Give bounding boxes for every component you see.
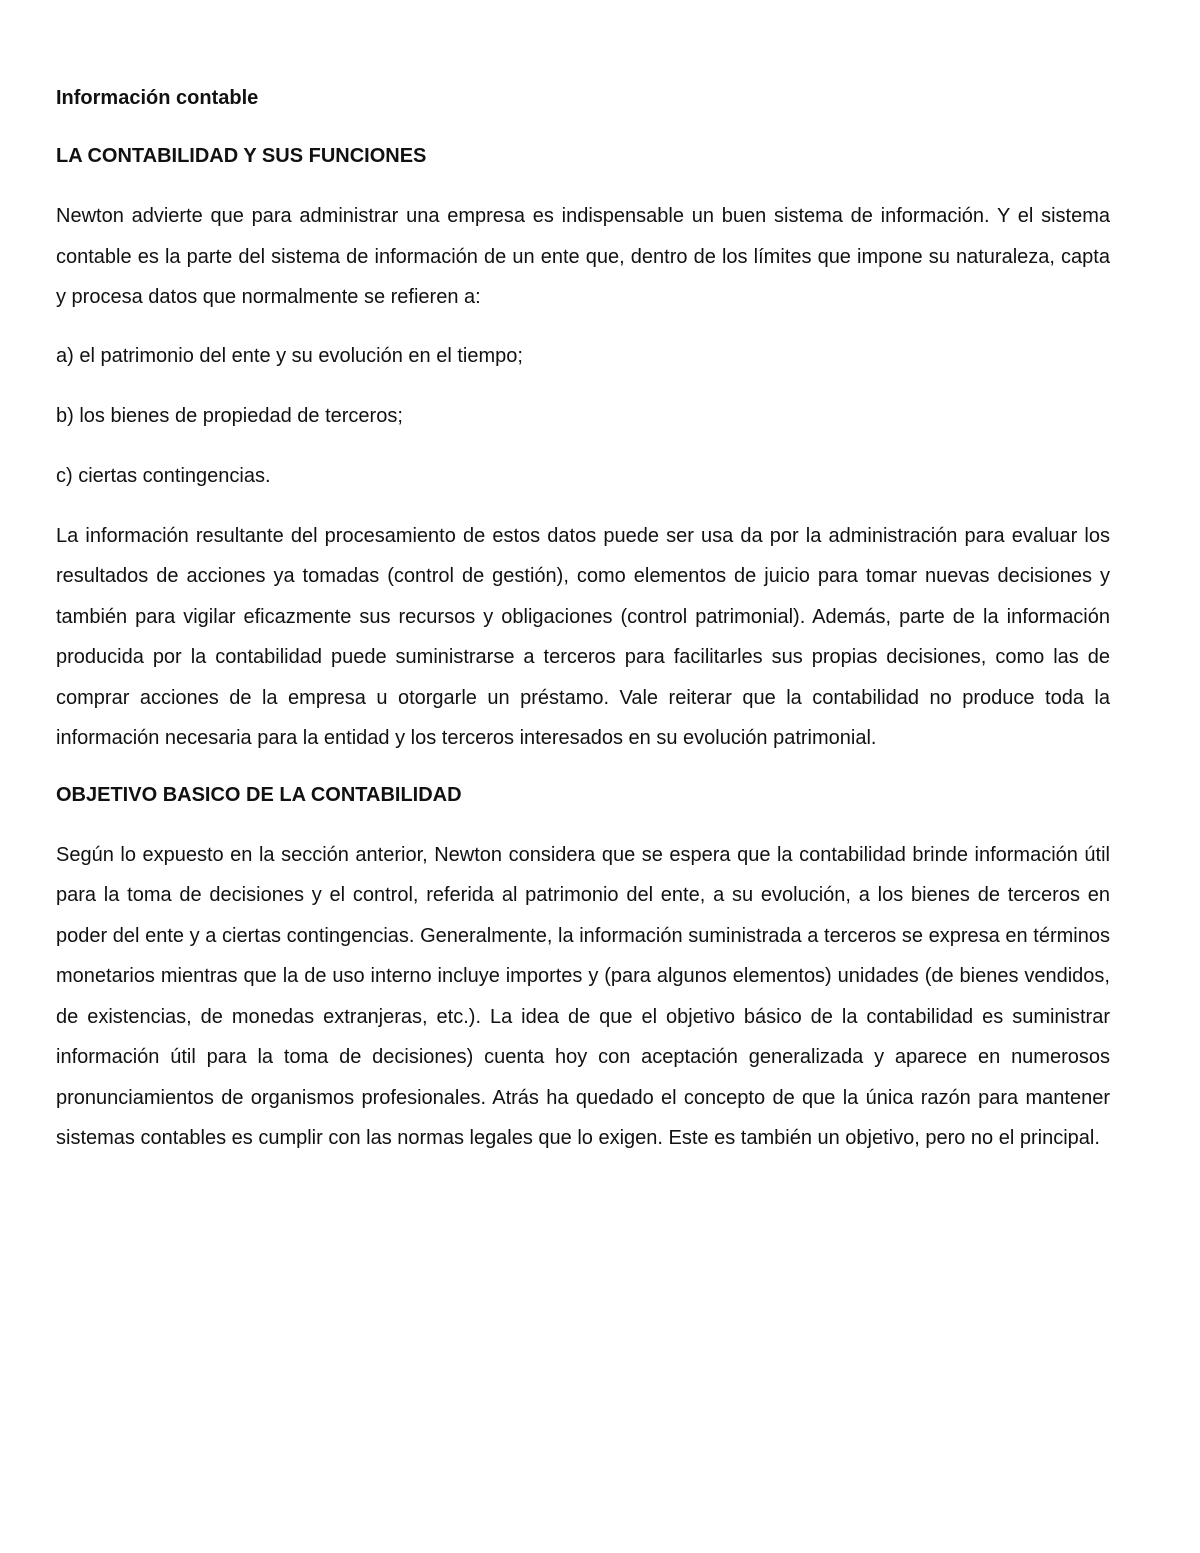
section-body-paragraph: La información resultante del procesamiento de estos datos puede ser usa da por la administración para evaluar los resultados de acciones ya tomadas (control de gestión), como elementos de juicio para tomar nuevas decisiones y también para vigilar eficazmente sus recursos y obligaciones (control patrimonial). Además, parte de la información producida por la contabilidad puede suministrarse a terceros para facilitarles sus propias decisiones, como las de comprar acciones de la empresa u otorgarle un préstamo. Vale reiterar que la contabilidad no produce toda la información necesaria para la entidad y los terceros interesados en su evolución patrimonial. bbox=[56, 524, 1110, 749]
list-item: a) el patrimonio del ente y su evolución en el tiempo; bbox=[56, 344, 523, 367]
section-body-paragraph: Según lo expuesto en la sección anterior, Newton considera que se espera que la contabilidad brinde información útil para la toma de decisiones y el control, referida al patrimonio del ente, a su evolución, a los bienes de terceros en poder del ente y a ciertas contingencias. Generalmente, la información suministrada a terceros se expresa en términos monetarios mientras que la de uso interno incluye importes y (para algunos elementos) unidades (de bienes vendidos, de existencias, de monedas extranjeras, etc.). La idea de que el objetivo básico de la contabilidad es suministrar información útil para la toma de decisiones) cuenta hoy con aceptación generalizada y aparece en numerosos pronunciamientos de organismos profesionales. Atrás ha quedado el concepto de que la única razón para mantener sistemas contables es cumplir con las normas legales que lo exigen. Este es también un objetivo, pero no el principal. bbox=[56, 843, 1110, 1149]
section-heading: LA CONTABILIDAD Y SUS FUNCIONES bbox=[56, 145, 427, 167]
list-item: b) los bienes de propiedad de terceros; bbox=[56, 404, 403, 427]
section-heading: OBJETIVO BASICO DE LA CONTABILIDAD bbox=[56, 783, 462, 806]
section-intro-paragraph: Newton advierte que para administrar una empresa es indispensable un buen sistema de información. Y el sistema contable es la parte del sistema de información de un ente que, dentro de los límites que impone su naturaleza, capta y procesa datos que normalmente se refieren a: bbox=[56, 205, 1110, 308]
document-page bbox=[56, 80, 1110, 1177]
document-title: Información contable bbox=[56, 87, 259, 109]
section-objetivo bbox=[56, 777, 1110, 1159]
list-item: c) ciertas contingencias. bbox=[56, 464, 271, 487]
section-funciones bbox=[56, 138, 1110, 759]
